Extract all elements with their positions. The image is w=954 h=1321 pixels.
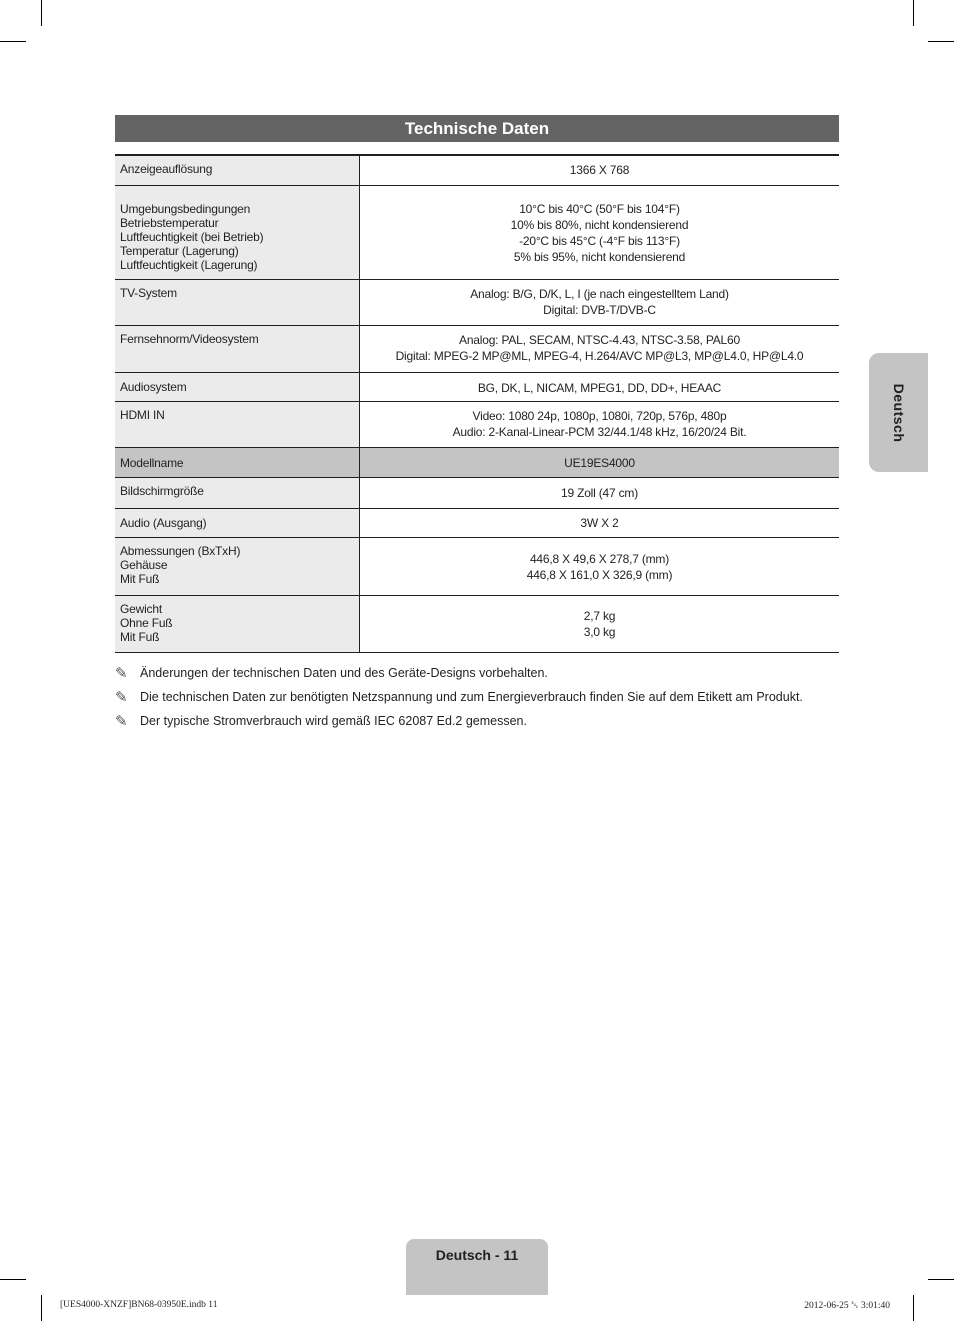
crop-mark [913, 1295, 914, 1321]
spec-value: 10°C bis 40°C (50°F bis 104°F) 10% bis 80%, nicht kondensierend -20°C bis 45°C (-4°F bis 113°F) 5% bis 95%, nicht kondensierend [360, 185, 840, 279]
note-text: Änderungen der technischen Daten und des Geräte-Designs vorbehalten. [140, 666, 548, 680]
page-title [115, 115, 839, 142]
note-text: Der typische Stromverbrauch wird gemäß IEC 62087 Ed.2 gemessen. [140, 714, 527, 728]
spec-label: Modellname [115, 447, 360, 477]
spec-label: HDMI IN [115, 401, 360, 447]
crop-mark [41, 0, 42, 26]
spec-value: 3W X 2 [360, 508, 840, 537]
crop-mark [41, 1295, 42, 1321]
spec-label: Anzeigeauflösung [115, 155, 360, 185]
print-slug-right: 2012-06-25 ␛ 3:01:40 [804, 1301, 890, 1311]
spec-value: UE19ES4000 [360, 447, 840, 477]
table-row [115, 537, 839, 595]
spec-value: 446,8 X 49,6 X 278,7 (mm) 446,8 X 161,0 X 326,9 (mm) [360, 537, 840, 595]
table-row [115, 185, 839, 279]
pencil-note-icon: ✎ [115, 688, 128, 706]
spec-value: 19 Zoll (47 cm) [360, 477, 840, 508]
pencil-note-icon: ✎ [115, 712, 128, 730]
language-side-tab-label: Deutsch [890, 383, 907, 442]
table-row [115, 508, 839, 537]
table-row [115, 325, 839, 372]
page-number-label: Deutsch - 11 [435, 1247, 519, 1263]
spec-value: Analog: B/G, D/K, L, I (je nach eingestelltem Land) Digital: DVB-T/DVB-C [360, 279, 840, 325]
spec-label: Bildschirmgröße [115, 477, 360, 508]
crop-mark [0, 1279, 26, 1280]
page-number-tab [406, 1239, 548, 1295]
spec-table [115, 154, 839, 653]
table-row [115, 447, 839, 477]
spec-label: Umgebungsbedingungen Betriebstemperatur Luftfeuchtigkeit (bei Betrieb) Temperatur (Lagerung) Luftfeuchtigkeit (Lagerung) [115, 185, 360, 279]
spec-label: Audio (Ausgang) [115, 508, 360, 537]
spec-label: TV-System [115, 279, 360, 325]
table-row [115, 279, 839, 325]
notes-list [115, 661, 845, 733]
page-title-text: Technische Daten [404, 118, 550, 138]
spec-value: 1366 X 768 [360, 155, 840, 185]
spec-value: Video: 1080 24p, 1080p, 1080i, 720p, 576p, 480p Audio: 2-Kanal-Linear-PCM 32/44.1/48 kHz, 16/20/24 Bit. [360, 401, 840, 447]
spec-label: Fernsehnorm/Videosystem [115, 325, 360, 372]
table-row [115, 595, 839, 652]
pencil-note-icon: ✎ [115, 664, 128, 682]
spec-value: BG, DK, L, NICAM, MPEG1, DD, DD+, HEAAC [360, 372, 840, 401]
crop-mark [928, 1279, 954, 1280]
spec-label: Abmessungen (BxTxH) Gehäuse Mit Fuß [115, 537, 360, 595]
spec-value: Analog: PAL, SECAM, NTSC-4.43, NTSC-3.58, PAL60 Digital: MPEG-2 MP@ML, MPEG-4, H.264/AVC MP@L3, MP@L4.0, HP@L4.0 [360, 325, 840, 372]
crop-mark [928, 41, 954, 42]
spec-value: 2,7 kg 3,0 kg [360, 595, 840, 652]
table-row [115, 372, 839, 401]
note-item [115, 685, 845, 709]
table-row [115, 477, 839, 508]
language-side-tab [869, 353, 928, 472]
print-slug-left: [UES4000-XNZF]BN68-03950E.indb 11 [60, 1300, 218, 1310]
table-row [115, 401, 839, 447]
crop-mark [913, 0, 914, 26]
spec-label: Gewicht Ohne Fuß Mit Fuß [115, 595, 360, 652]
spec-label: Audiosystem [115, 372, 360, 401]
crop-mark [0, 41, 26, 42]
note-item [115, 709, 845, 733]
note-text: Die technischen Daten zur benötigten Netzspannung und zum Energieverbrauch finden Sie auf dem Etikett am Produkt. [140, 690, 803, 704]
note-item [115, 661, 845, 685]
table-row [115, 155, 839, 185]
